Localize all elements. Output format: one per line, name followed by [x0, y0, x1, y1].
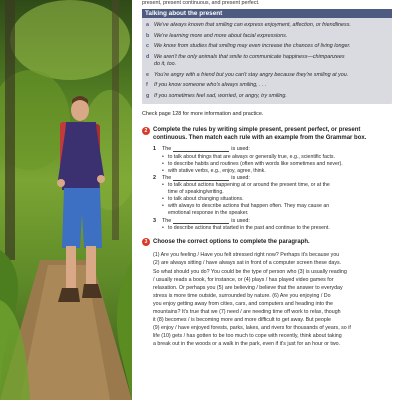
paragraph-line: relaxation. Or perhaps you (5) are believing / believe that the answer to everyday	[153, 284, 343, 291]
task-number-badge: 2	[142, 127, 150, 135]
paragraph-line: you enjoy getting away from cities, cars, and computers and heading into the	[153, 300, 333, 307]
example-text: If you know someone who's always smiling, . . .	[154, 82, 267, 89]
rule-bullet: • to talk about actions happening at or around the present time, or at the	[162, 182, 330, 189]
task-3-heading	[142, 238, 392, 247]
top-line-text: present, present continuous, and present perfect.	[142, 0, 260, 6]
rule-bullet: • with stative verbs, e.g., enjoy, agree, think.	[162, 167, 266, 174]
paragraph-line: mountains? It's true that we (7) need / are needing time off work to relax, though	[153, 309, 341, 316]
textbook-page	[132, 0, 400, 400]
rule-bullet: • to talk about things that are always or generally true, e.g., scientific facts.	[162, 153, 335, 160]
example-text: You're angry with a friend but you can't stay angry because they're smiling at you.	[154, 71, 349, 78]
example-text: We're learning more and more about facial expressions.	[154, 32, 288, 39]
grammar-reference-note: Check page 128 for more information and practice.	[142, 111, 264, 118]
rule-number: 1	[153, 146, 156, 153]
paragraph-line: (2) are always sitting / have always sat in front of a computer screen these days.	[153, 260, 342, 267]
grammar-box-title: Talking about the present	[142, 9, 392, 18]
paragraph-line: stress is more time outside, surrounded by nature. (6) Are you enjoying / Do	[153, 292, 331, 299]
task-instruction-line: continuous. Then match each rule with an example from the Grammar box.	[153, 135, 367, 142]
example-letter: a	[146, 22, 149, 28]
paragraph-line: / usually reads a book, for instance, or (4) plays / has played video games for	[153, 276, 334, 283]
rule-prefix: The	[162, 174, 172, 181]
rule-bullet-cont: time of speaking/writing.	[168, 189, 224, 196]
rule-bullet-cont: emotional response in the speaker.	[168, 210, 249, 217]
rule-suffix: is used:	[231, 174, 250, 181]
grammar-example-f	[146, 80, 388, 91]
hiker-photo	[0, 0, 132, 400]
hiker-illustration	[0, 0, 132, 400]
example-letter: g	[146, 92, 150, 99]
paragraph-line: life (10) gets / has gotten to be too much to cope with recently, think about taking	[153, 333, 342, 340]
paragraph-line: So what should you do? You could be the type of person who (3) is usually reading	[153, 268, 347, 275]
rule-suffix: is used:	[231, 217, 250, 224]
example-letter: d	[146, 53, 150, 60]
example-text: If you sometimes feel sad, worried, or angry, try smiling.	[154, 92, 287, 99]
rule-bullet: • with always to describe actions that happen often. They may cause an	[162, 203, 330, 210]
paragraph-line: (9) enjoy / have enjoyed forests, parks, lakes, and rivers for thousands of years, so if	[153, 325, 351, 332]
rule-bullet: • to describe habits and routines (often with words like sometimes and never).	[162, 160, 343, 167]
example-text: We've always known that smiling can express enjoyment, affection, or friendliness.	[154, 22, 351, 28]
rule-answer-blank[interactable]	[173, 218, 229, 224]
rule-answer-blank[interactable]	[173, 175, 229, 181]
rule-prefix: The	[162, 146, 172, 153]
rule-bullet: • to describe actions that started in the past and continue to the present.	[162, 224, 330, 231]
example-letter: b	[146, 32, 150, 39]
paragraph-line: a break out in the woods or a walk in the park, even if it's just for an hour or two.	[153, 341, 341, 348]
rule-bullet: • to talk about changing situations.	[162, 196, 244, 203]
example-text: We know from studies that smiling may even increase the chances of living longer.	[154, 43, 351, 49]
rule-answer-blank[interactable]	[173, 146, 229, 152]
task-2-heading	[142, 126, 392, 142]
rule-2	[142, 175, 392, 218]
rule-suffix: is used:	[231, 146, 250, 153]
example-text-cont: do it, too.	[154, 60, 177, 67]
grammar-example-b	[146, 31, 388, 42]
grammar-example-d	[146, 54, 388, 68]
task-number-badge: 3	[142, 238, 150, 246]
task-instruction-line: Complete the rules by writing simple present, present perfect, or present	[153, 127, 361, 134]
grammar-example-g	[146, 91, 388, 102]
rule-prefix: The	[162, 217, 172, 224]
grammar-box	[142, 9, 392, 104]
rule-number: 3	[153, 217, 156, 224]
paragraph-line: it (8) becomes / is becoming more and more difficult to get away. But people	[153, 317, 331, 324]
rule-3	[142, 218, 392, 232]
example-letter: c	[146, 43, 149, 49]
rule-number: 2	[153, 174, 156, 181]
paragraph-line: (1) Are you feeling / Have you felt stressed right now? Perhaps it's because you	[153, 252, 340, 259]
grammar-example-c	[146, 41, 388, 52]
rule-1	[142, 146, 392, 174]
example-text: We aren't the only animals that smile to communicate happiness—chimpanzees	[154, 53, 345, 60]
task-instruction-line: Choose the correct options to complete the paragraph.	[153, 238, 310, 245]
exercise-paragraph	[142, 251, 392, 348]
grammar-example-a	[146, 20, 388, 31]
grammar-example-e	[146, 70, 388, 81]
example-letter: f	[146, 82, 148, 89]
example-letter: e	[146, 71, 149, 78]
